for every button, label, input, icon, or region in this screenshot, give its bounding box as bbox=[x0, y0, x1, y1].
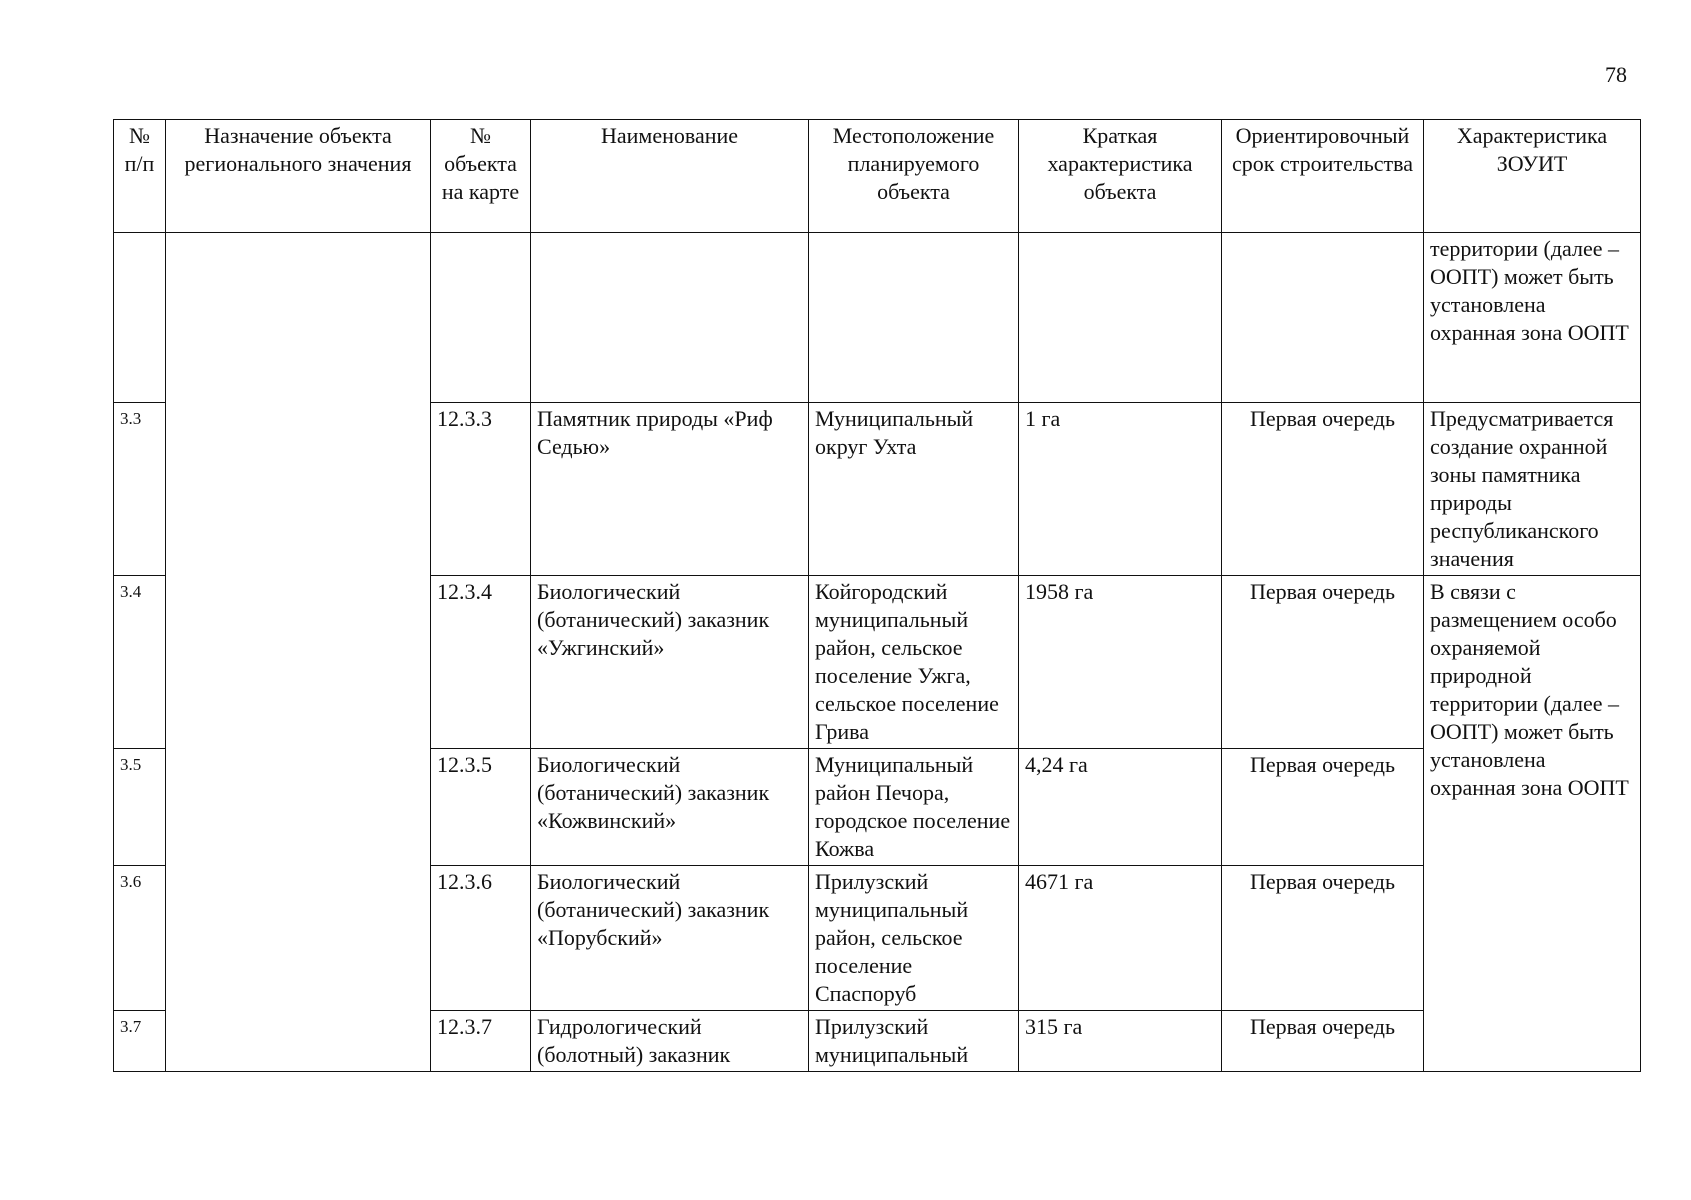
cell-name: Биологический (ботанический) заказник «Порубский» bbox=[531, 866, 809, 1011]
cell-location: Прилузский муниципальный bbox=[809, 1011, 1019, 1072]
cell-size: 315 га bbox=[1019, 1011, 1222, 1072]
cell-zouit-continuation: территории (далее – ООПТ) может быть установлена охранная зона ООПТ bbox=[1424, 233, 1641, 403]
cell-row-number: 3.7 bbox=[114, 1011, 166, 1072]
cell-location: Прилузский муниципальный район, сельское поселение Спаспоруб bbox=[809, 866, 1019, 1011]
header-map-number: № объекта на карте bbox=[431, 120, 531, 233]
cell-row-number: 3.6 bbox=[114, 866, 166, 1011]
cell-size: 1 га bbox=[1019, 403, 1222, 576]
cell-empty bbox=[531, 233, 809, 403]
cell-term: Первая очередь bbox=[1222, 866, 1424, 1011]
cell-row-number: 3.4 bbox=[114, 576, 166, 749]
cell-name: Памятник природы «Риф Седью» bbox=[531, 403, 809, 576]
cell-map-number: 12.3.5 bbox=[431, 749, 531, 866]
cell-empty bbox=[809, 233, 1019, 403]
cell-row-number: 3.5 bbox=[114, 749, 166, 866]
cell-name: Гидрологический (болотный) заказник bbox=[531, 1011, 809, 1072]
cell-row-number: 3.3 bbox=[114, 403, 166, 576]
cell-name: Биологический (ботанический) заказник «Ужгинский» bbox=[531, 576, 809, 749]
cell-location: Койгородский муниципальный район, сельское поселение Ужга, сельское поселение Грива bbox=[809, 576, 1019, 749]
cell-term: Первая очередь bbox=[1222, 576, 1424, 749]
cell-location: Муниципальный округ Ухта bbox=[809, 403, 1019, 576]
cell-size: 1958 га bbox=[1019, 576, 1222, 749]
cell-name: Биологический (ботанический) заказник «Кожвинский» bbox=[531, 749, 809, 866]
cell-empty bbox=[1019, 233, 1222, 403]
header-characteristic: Краткая характеристика объекта bbox=[1019, 120, 1222, 233]
cell-zouit-merged: В связи с размещением особо охраняемой природной территории (далее – ООПТ) может быть установлена охранная зона ООПТ bbox=[1424, 576, 1641, 1072]
cell-term: Первая очередь bbox=[1222, 1011, 1424, 1072]
page-number: 78 bbox=[1605, 62, 1627, 87]
header-purpose: Назначение объекта регионального значения bbox=[166, 120, 431, 233]
cell-map-number: 12.3.7 bbox=[431, 1011, 531, 1072]
cell-map-number: 12.3.6 bbox=[431, 866, 531, 1011]
header-location: Местоположение планируемого объекта bbox=[809, 120, 1019, 233]
table-row bbox=[114, 233, 1641, 403]
cell-purpose-merged bbox=[166, 233, 431, 1072]
header-term: Ориентировочный срок строительства bbox=[1222, 120, 1424, 233]
cell-size: 4671 га bbox=[1019, 866, 1222, 1011]
cell-term: Первая очередь bbox=[1222, 749, 1424, 866]
table-header-row bbox=[114, 120, 1641, 233]
cell-size: 4,24 га bbox=[1019, 749, 1222, 866]
planned-objects-table bbox=[113, 119, 1641, 1072]
cell-empty bbox=[431, 233, 531, 403]
header-zouit: Характеристика ЗОУИТ bbox=[1424, 120, 1641, 233]
cell-map-number: 12.3.3 bbox=[431, 403, 531, 576]
cell-empty bbox=[1222, 233, 1424, 403]
cell-map-number: 12.3.4 bbox=[431, 576, 531, 749]
cell-location: Муниципальный район Печора, городское поселение Кожва bbox=[809, 749, 1019, 866]
cell-term: Первая очередь bbox=[1222, 403, 1424, 576]
header-name: Наименование bbox=[531, 120, 809, 233]
cell-zouit: Предусматривается создание охранной зоны памятника природы республиканского значения bbox=[1424, 403, 1641, 576]
header-number: № п/п bbox=[114, 120, 166, 233]
cell-empty bbox=[114, 233, 166, 403]
